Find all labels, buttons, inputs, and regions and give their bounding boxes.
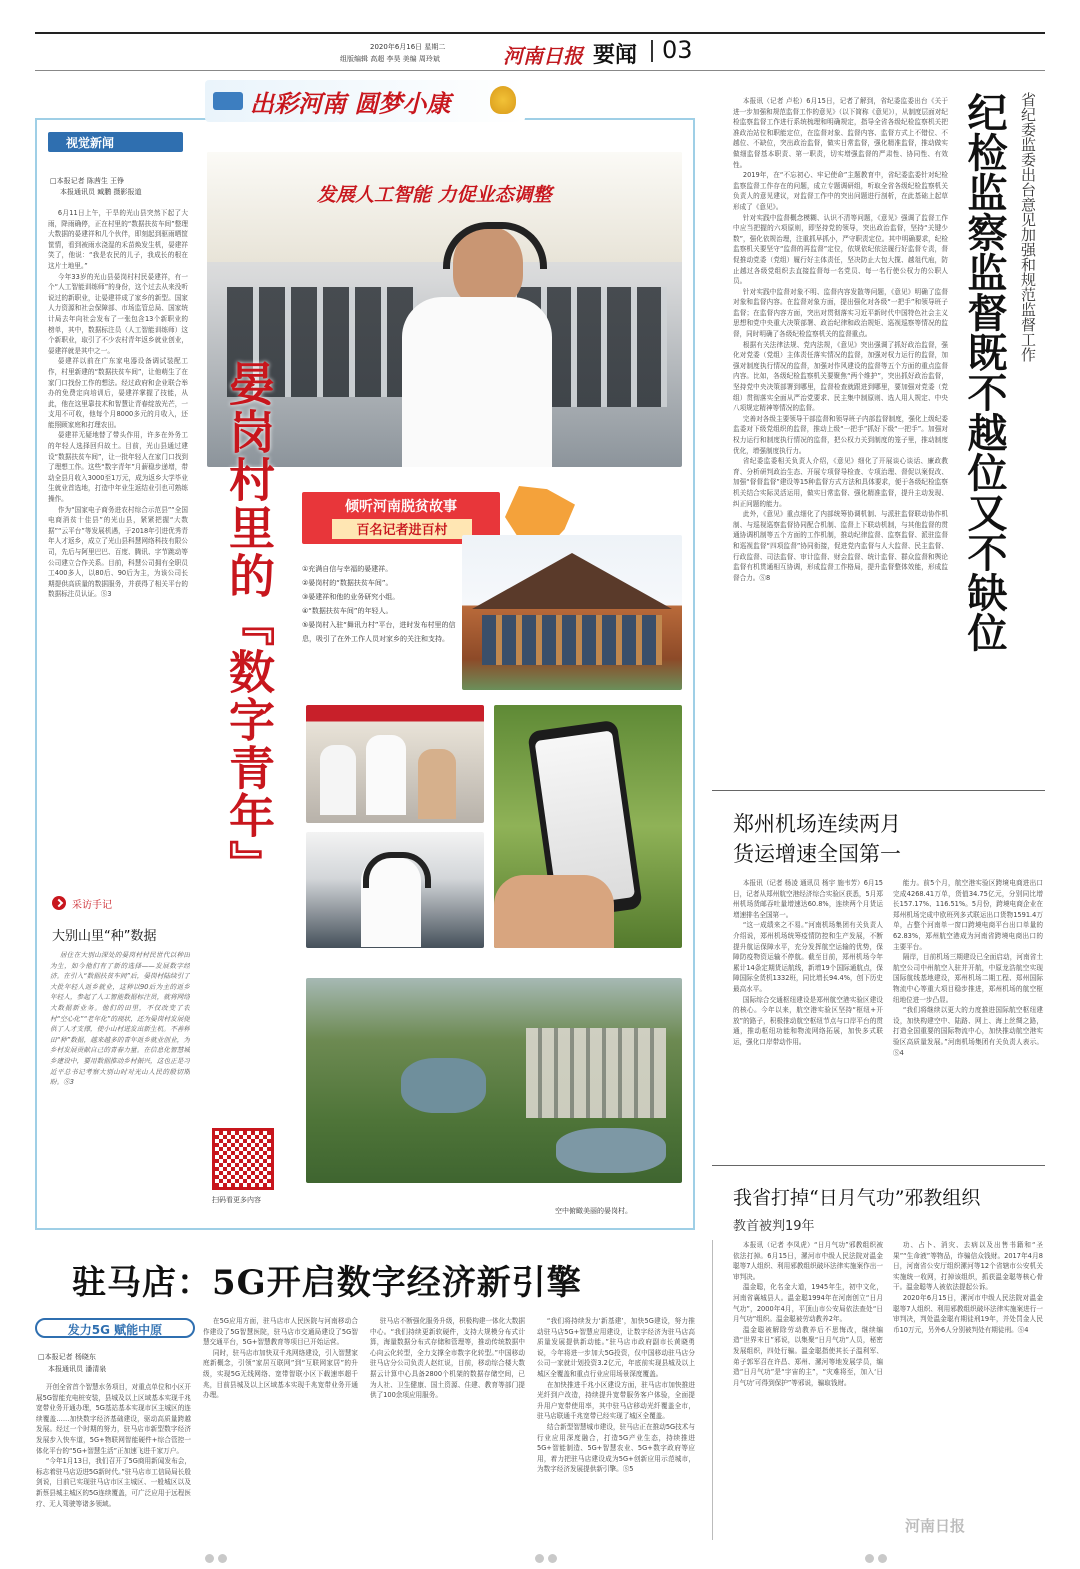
paragraph: 本报讯（记者 杨凌 通讯员 杨宇 施韦芳）6月15日，记者从郑州航空港经济综合实验区获悉，5月郑州机场货邮吞吐量增速达60.8%，连续两个月货运增速排名全国第一。 bbox=[733, 879, 883, 919]
paragraph: 本报讯（记者 李凤虎）“日月气功”邪教组织被依法打掉。6月15日，漯河市中级人民法院对温金聪等7人组织、利用邪教组织破坏法律实施案作出一审判决。 bbox=[733, 1241, 883, 1281]
pond bbox=[556, 1128, 666, 1173]
paragraph: 国际综合交通枢纽建设是郑州航空港实验区建设的核心。今年以来，航空港实验区坚持“枢纽+开放”的路子，积极推动航空枢纽节点与口岸平台的贯通，推动枢纽功能和物流网络拓展，加快多式联运，强化口岸带动作用。 bbox=[733, 995, 883, 1046]
main-byline-2: 本报通讯员 臧鹏 摄影报道 bbox=[60, 188, 142, 196]
aerial-photo bbox=[306, 978, 682, 1183]
bottom-body-col3 bbox=[370, 1316, 525, 1540]
paragraph: “这一成绩来之不易。”河南机场集团有关负责人介绍说，郑州机场统筹疫情防控和生产发展，不断提升航运保障水平，充分发挥航空运输的优势，保障防疫物资运输不停航。截至目前，郑州机场今年累计14条定期货运航线，新增19个国际通航点，保障国际全货机1332班，同比增长94.4%，创下历史最高水平。 bbox=[733, 921, 883, 993]
wheat-icon bbox=[490, 86, 516, 114]
photo-wall bbox=[207, 152, 682, 262]
page-number: 03 bbox=[662, 36, 693, 64]
airport-title-line2: 货运增速全国第一 bbox=[733, 842, 901, 866]
note-body bbox=[50, 950, 190, 1200]
paragraph: 6月11日上午，干旱的光山县突然下起了大雨，降雨确停，正在村里的“数据扶贫车间”整理大数据的晏建祥和几个伙伴，即刻起到驱雨晒筐筐情，看到被雨水浇湿的禾苗焕发生机，晏建祥笑了，他说：“我是农民的儿子，我成长的根在这片土地里。” bbox=[48, 209, 188, 270]
group-photo-1 bbox=[306, 705, 484, 823]
header-date: 2020年6月16日 星期二 bbox=[370, 43, 446, 51]
airport-title-line1: 郑州机场连续两月 bbox=[733, 812, 901, 836]
banner bbox=[205, 80, 525, 122]
right-story-body bbox=[733, 96, 948, 782]
paragraph: 晏建祥以前在广东家电器设备调试装配工作，村里新建的“数据扶贫车间”，让他萌生了在家门口找份工作的想法。经过政府和企业联合举办的免费定向培训后，晏建祥掌握了技能，从此，他在这里靠技术和智慧让青春绽放光芒，一支用不可收，他每个月8000多元的月收入，还能照顾家庭和打理农田。 bbox=[48, 357, 188, 429]
cult-body-col2 bbox=[893, 1240, 1043, 1500]
paragraph: 结合新型智慧城市建设，驻马店正在推动5G技术与行业应用深度融合，打造5G产业生态，持续推进5G+智能制造、5G+智慧农业、5G+数字政府等应用，着力把驻马店建设成为5G+创新应用示范城市，为数字经济发展提供新引擎。Ⓢ5 bbox=[537, 1422, 695, 1474]
page-dots-right bbox=[865, 1548, 891, 1567]
paragraph: 隔岸，目前机场三期建设已全面启动，河南省土航空公司中州航空入驻并开航，中原龙浩航空实现国际航线基地建设，郑州机场二期工程、郑州国际物流中心等重大项目稳步推进，郑州机场的航空枢纽地位进一步凸显。 bbox=[893, 953, 1043, 1004]
person bbox=[366, 735, 406, 815]
visual-news-tag bbox=[48, 132, 183, 152]
cult-title: 我省打掉“日月气功”邪教组织 bbox=[733, 1187, 981, 1209]
note-paragraph: 居住在大别山深处的晏岗村村民世代以种田为生，如今他们有了新的选择——发展数字经济。在引入“数据扶贫车间”后，晏岗村陆续引了大批年轻人返乡就业，这种以90后为主的返乡年轻人，参起了人工智能数据标注员，就将网络大数据新业务。他们的田里，不仅改变了农村“空心化”“老年化”的现状，还为晏岗村发展提供了人才支撑，使小山村迸发出新生机。不善种田“种”数据，越来越多的青年返乡就业创业，为乡村发展贡献自己的青春力量。在信息化智慧城乡建设中，要用数据推动乡村振兴，这也正是习近平总书记考察大别山时对光山人民的殷切期盼。Ⓢ3 bbox=[50, 951, 190, 1087]
building-windows bbox=[482, 615, 662, 665]
hand bbox=[494, 875, 614, 948]
page-dots-center bbox=[535, 1548, 561, 1567]
dot bbox=[548, 1554, 557, 1563]
dot bbox=[865, 1554, 874, 1563]
headphones-icon bbox=[363, 852, 431, 888]
paragraph: 驻马店不断强化服务升级，积极构建一体化大数据中心。“我们持续更新软硬件，支持大规模分布式计算，海量数据分布式存储和管理等，推动传统数据中心向云化转型，全力支撑全市数字化转型。”中国移动驻马店分公司负责人赵红说，目前，移动综合楼大数据云计算中心具备2800个机架的数据存储空间，已为人社、卫生健康、国土资源、住建、教育等部门提供了100余项应用服务。 bbox=[370, 1317, 525, 1400]
paragraph: 作为“国家电子商务进农村综合示范县”“全国电商消贫十佳县”的光山县，紧紧把握“大数据”“云平台”等发展机遇，于2018年引进优秀青年人才返乡，成立了光山县科慧网络科技有限公司，先后与阿里巴巴、百度、腾讯、字节跳动等公司建立合作关系。目前，科慧公司拥有全职员工400多人，以80后、90后为主，为该公司长期提供高质量的数据服务，并获得了相关平台的数据标注员认证。Ⓢ3 bbox=[48, 505, 188, 599]
paragraph: 温金聪被解除劳动教养后不思悔改，继续编造“世界末日”邪说，以集聚“日月气功”人员，秘密发展组织，四处行骗。温金聪指使其长子温利军、弟子郭军召在许昌、郑州、漯河等地发展学员，编造“日月气功”是“宇宙的主”，“灾难将至，加入‘日月气功’可得到保护”等邪说，骗取钱财。 bbox=[733, 1325, 883, 1387]
airport-body-col1 bbox=[733, 878, 883, 1153]
aerial-caption: 空中俯瞰美丽的晏岗村。 bbox=[555, 1207, 632, 1215]
banner-ornament-icon bbox=[213, 92, 243, 110]
caption-item: ⑤晏岗村入驻“舞讯力村”平台，进时发布村里的信息，吸引了在外工作人员对家乡的关注和支持。 bbox=[302, 621, 456, 643]
series-banner-line1: 倾听河南脱贫故事 bbox=[345, 499, 457, 515]
building-roof bbox=[472, 553, 672, 609]
dot bbox=[218, 1554, 227, 1563]
paragraph: 2019年，在“不忘初心、牢记使命”主题教育中，省纪委监委针对纪检监察监督工作存在的问题，成立专题调研组，听取全省各级纪检监察机关负责人的意见建议，对监督工作中的突出问题进行剖析，在此基础上起草形成了《意见》。 bbox=[733, 171, 948, 211]
paragraph: 开创全省首个智慧水务项目，对重点单位和小区开展5G智能充电桩安装，县城及以上区域基本实现千兆宽带业务开通办理，5G基站基本实现市区主城区的连续覆盖……加快数字经济基础建设，驱动高质量跨越发展。经过一个时期的努力，驻马店市新型数字经济发展步入快车道，5G+物联网智能硬件+综合管控一体化平台的“5G+智慧生活”正加速飞进千家万户。 bbox=[36, 1383, 191, 1455]
bottom-title: 驻马店：5G开启数字经济新引擎 bbox=[72, 1263, 582, 1303]
newspaper-logo: 河南日报 bbox=[503, 44, 583, 68]
right-title: 纪检监察监督既不越位又不缺位 bbox=[961, 92, 1008, 652]
header-divider bbox=[651, 40, 653, 62]
dot bbox=[878, 1554, 887, 1563]
dot bbox=[205, 1554, 214, 1563]
column-divider bbox=[712, 1240, 713, 1540]
main-story-body bbox=[48, 208, 188, 858]
caption-item: ③晏建祥和他的业务研究小组。 bbox=[302, 593, 400, 601]
cult-subtitle: 教首被判19年 bbox=[733, 1219, 815, 1234]
paragraph: 完善对各级主要领导干部监督和领导班子内部监督制度，强化上级纪委监委对下级党组织的监督，推动上级“一把手”抓好下级“一把手”。加强对权力运行和制度执行情况的监督，把公权力关到制度的笼子里，推动制度优化，增强制度执行力。 bbox=[733, 414, 948, 455]
paragraph: 晏建祥无疑地替了带头作用，许多在外务工的年轻人选择回归故土。目前，光山县通过建设“数据扶贫车间”，让一批年轻人在家门口找到了理想工作。这些“数字青年”月薪稳步递增，带动全县月收入3000至1万元，成为返乡大学毕业生就业首选地，打造中年业生返结业引也可熟练操作。 bbox=[48, 431, 188, 504]
paragraph: 功、占卜、消灾、去病以及出售书籍和“圣果”“生命液”等物品，诈骗信众钱财。2017年4月8日，河南省公安厅组织漯河等12个省辖市公安机关实施统一收网，打掉该组织，抓获温金聪等核心骨干。温金聪等人被依法提起公诉。 bbox=[893, 1241, 1043, 1292]
caption-item: ②晏岗村的“数据扶贫车间”。 bbox=[302, 579, 393, 587]
header-top-rule bbox=[35, 32, 1045, 34]
qr-caption: 扫码看更多内容 bbox=[212, 1196, 261, 1204]
bottom-body-col4 bbox=[537, 1316, 695, 1540]
main-byline-1: □本报记者 陈茜生 王铮 bbox=[50, 177, 125, 185]
village-houses bbox=[526, 1028, 666, 1118]
bottom-body-col2 bbox=[203, 1316, 358, 1540]
paragraph: 针对实践中监督概念模糊、认识不清等问题，《意见》强调了监督工作中应当把握的六项原则，即坚持党的领导，突出政治监督，坚持“关键少数”，强化依规治理，注重抓早抓小，严守职责定位。其中明确要求，纪检监察机关要坚守“监督的再监督”定位，依规依纪依法履行好监督专责，督促推动党委（党组）履行好主体责任，坚决防止大包大揽、越俎代庖，防止越过各级党组织去直接监督每一名党员、每一名行使公权力的公职人员。 bbox=[733, 213, 948, 286]
dot bbox=[535, 1554, 544, 1563]
bottom-tag-label: 发力5G 赋能中原 bbox=[67, 1323, 163, 1337]
phone-photo bbox=[494, 705, 682, 948]
cult-body-col1 bbox=[733, 1240, 883, 1540]
note-title: 大别山里“种”数据 bbox=[52, 929, 157, 944]
header-bottom-rule bbox=[35, 70, 1045, 71]
paragraph: 能力。前5个月，航空港实验区跨境电商进出口完成4268.41万单，货值34.75亿元，分别同比增长157.17%、116.51%。5月份，跨境电商企业在郑州机场完成中欧班列多式联运出口货物1591.4万单，占整个河南单一窗口跨境电商平台出口单量的62.83%，郑州航空港成为河南省跨境电商出口的主要平台。 bbox=[893, 879, 1043, 951]
section-divider bbox=[712, 1165, 1045, 1166]
caption-item: ④“数据扶贫车间”的年轻人。 bbox=[302, 607, 393, 615]
qr-code-icon[interactable] bbox=[212, 1128, 274, 1190]
paragraph: 今年33岁的光山县晏岗村村民晏建祥，有一个“人工智能训练师”的身份，这个过去从来没听说过的新职业，让晏建祥成了家乡的新型。国家人力资源和社会保障部、市场监管总局、国家统计局去年向社会发布了一张包含13个新职业的榜单，其中，数据标注员（人工智能训练师）这个新职业，取引了不少农村青年返乡就业创业，晏建祥就是其中之一。 bbox=[48, 272, 188, 355]
bottom-byline-2: 本报通讯员 潘清泉 bbox=[48, 1365, 107, 1373]
section-name: 要闻 bbox=[593, 43, 638, 68]
bottom-tag bbox=[35, 1318, 195, 1338]
bottom-byline-1: □本报记者 杨晓东 bbox=[38, 1353, 96, 1361]
right-kicker: 省纪委监委出台意见加强和规范监督工作 bbox=[1019, 92, 1037, 362]
paragraph: 省纪委监委相关负责人介绍，《意见》细化了开展谈心谈话、廉政教育、分析研判政治生态、开展专项督导检查、专项治理、督促以案促改、加强“督督监督”建设等15种监督方式方法和具体要求，便于各级纪检监察机关结合实际灵活运用，做实日常监督、强化精准监督，提升主动发现、纠正问题的能力。 bbox=[733, 457, 948, 508]
paragraph: “我们将继续以更大的力度推进国际航空枢纽建设，加快构建空中、陆路、网上、海上丝绸之路，打造全国重要的国际物流中心，加快推动航空港实验区高质量发展。”河南机场集团有关负责人表示。Ⓢ4 bbox=[893, 1006, 1043, 1057]
photo-slogan: 发展人工智能 力促业态调整 bbox=[317, 184, 552, 206]
visual-news-tag-label: 视觉新闻 bbox=[66, 136, 115, 150]
paragraph: 本报讯（记者 卢松）6月15日，记者了解到，省纪委监委出台《关于进一步加强和规范监督工作的意见》（以下简称《意见》），从制度层面对纪检监察监督工作进行系统梳理和明确规定，指导全省各级纪检监察机关把准政治站位和职能定位，在监督对象、监督内容、监督方式上不错位、不越位、不缺位，突出政治监督，做实日常监督，强化精准监督，推动做实做细监督基本职责、第一职责，切实增强监督的严肃性、协同性、有效性。 bbox=[733, 97, 948, 169]
section-divider bbox=[712, 790, 1045, 791]
bottom-body-col1 bbox=[36, 1382, 191, 1540]
group-photo-2 bbox=[306, 832, 484, 948]
paragraph: 2020年6月15日，漯河市中级人民法院对温金聪等7人组织、利用邪教组织破坏法律实施案进行一审判决，判处温金聪有期徒刑19年，并处罚金人民币10万元，另外6人分别被判处有期徒刑。Ⓢ4 bbox=[893, 1293, 1043, 1334]
paragraph: 同时，驻马店市加快双千兆网络建设，引入智慧家庭新概念，引领“家居互联网”到“互联网家居”的升级，实现5G无线网络、宽带智联小区下载速率超千兆，目前县城及以上区域基本实现千兆宽带业务开通办理。 bbox=[203, 1348, 358, 1400]
photo-caption-list bbox=[302, 562, 462, 646]
paragraph: 根据有关法律法规、党内法规，《意见》突出强调了抓好政治监督，强化对党委（党组）主体责任落实情况的监督，加强对权力运行的监督，加强对制度执行情况的监督，加强对作风建设的监督等五个方面的重点监督内容。比如，各级纪检监察机关要聚焦“两个维护”，突出抓好政治监督，坚持党中央决策部署到哪里，监督检查就跟进到哪里，要加强对党委（党组）贯彻落实全面从严治党要求、民主集中制原则、选人用人规定、中央八项规定精神等情况的监督。 bbox=[733, 340, 948, 413]
page-dots-left bbox=[205, 1548, 231, 1567]
chevron-right-icon bbox=[52, 896, 66, 910]
paragraph: 此外，《意见》重点细化了内部统筹协调机制、与派驻监督联动协作机制、与巡视巡察监督协同配合机制、监督上下联动机制，与其他监督的贯通协调机制等五个方面的工作机制，推动纪律监督、监察监督、派驻监督和巡视监督“四项监督”协同衔接，促进党内监督与人大监督、民主监督、行政监督、司法监督、审计监督、财会监督、统计监督、群众监督和舆论监督有机贯通相互协调，形成监督工作格局，提升监督整体效能，形成监督合力。Ⓢ8 bbox=[733, 510, 948, 582]
paragraph: 温金聪，化名金大道，1945年生，初中文化，河南省襄城县人。温金聪1994年在河南创立“日月气功”，2000年4月，平顶山市公安局依法查处“日月气功”组织。温金聪被劳动教养2年。 bbox=[733, 1283, 883, 1324]
header-editors: 组版编辑 高超 李昊 美编 周玲斌 bbox=[340, 55, 440, 63]
paragraph: 针对实践中监督对象不明、监督内容发散等问题，《意见》明确了监督对象和监督内容。在监督对象方面，提出强化对各级“一把手”和领导班子监督；在监督内容方面，突出对贯彻落实习近平新时代中国特色社会主义思想和党中央重大决策部署、政治纪律和政治规矩、巡视巡察等情况的监督，同时明确了各级纪检监察机关的监督重点。 bbox=[733, 287, 948, 339]
paragraph: “今年1月13日，我们召开了5G商用新闻发布会，标志着驻马店迈进5G新时代。”驻马店市工信局局长殷剑说，目前已实现驻马店市区主城区、一般城区以及新蔡县城主城区的5G连续覆盖，可广泛应用于远程医疗、无人驾驶等诸多领域。 bbox=[36, 1457, 191, 1508]
banner-title: 出彩河南 圆梦小康 bbox=[250, 89, 451, 118]
airport-body-col2 bbox=[893, 878, 1043, 1153]
paragraph: 在5G应用方面，驻马店市人民医院与河南移动合作建设了5G智慧医院，驻马店市交通局建设了5G智慧交通平台，5G+智慧教育等项目已开始运营。 bbox=[203, 1317, 358, 1347]
watermark: 河南日报 bbox=[905, 1517, 966, 1535]
note-tag: 采访手记 bbox=[72, 900, 112, 911]
paragraph: “我们将持续发力‘新基建’，加快5G建设，努力推动驻马店5G+智慧应用建设，让数字经济为驻马店高质量发展提供新动能。”驻马店市政府副市长黄晓勇说，今年将进一步加大5G投资，仅中国移动驻马店分公司一家就计划投资3.2亿元，年底前实现县城及以上城区全覆盖和重点行业应用场景深度覆盖。 bbox=[537, 1317, 695, 1378]
series-banner-line2: 百名记者进百村 bbox=[332, 519, 472, 539]
person-shirt bbox=[402, 297, 552, 467]
building-photo bbox=[462, 535, 682, 690]
pond bbox=[401, 1058, 486, 1113]
caption-item: ①充满自信与幸福的晏建祥。 bbox=[302, 565, 393, 573]
person bbox=[320, 745, 356, 815]
person bbox=[418, 749, 456, 819]
main-big-title: 晏岗村里的『数字青年』 bbox=[222, 360, 276, 888]
paragraph: 在加快推进千兆小区建设方面，驻马店市加快推进光纤到户改造，持续提升宽带服务客户体验，全面提升用户宽带使用率，其中驻马店移动光纤覆盖全市，驻马店联通千兆宽带已经实现了城区全覆盖。 bbox=[537, 1380, 695, 1421]
